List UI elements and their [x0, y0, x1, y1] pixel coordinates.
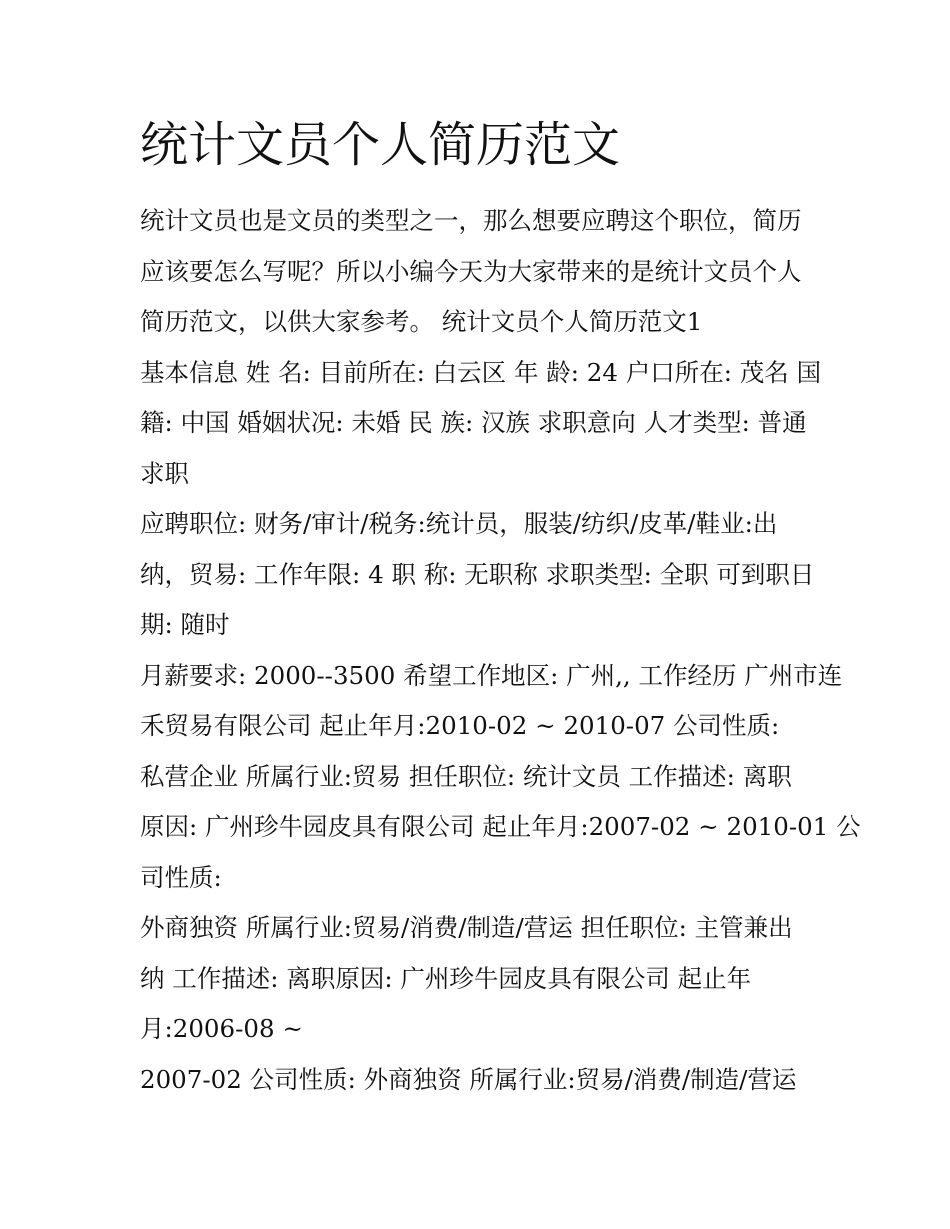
text-line: 统计文员也是文员的类型之一，那么想要应聘这个职位，简历: [140, 206, 802, 235]
body-text: [140, 196, 861, 1105]
text-line: 应聘职位: 财务/审计/税务:统计员，服装/纺织/皮革/鞋业:出: [140, 509, 778, 538]
text-line: 籍: 中国 婚姻状况: 未婚 民 族: 汉族 求职意向 人才类型: 普通: [140, 408, 807, 437]
page-title: 统计文员个人简历范文: [140, 117, 621, 173]
text-line: 私营企业 所属行业:贸易 担任职位: 统计文员 工作描述: 离职: [140, 761, 792, 791]
text-line: 外商独资 所属行业:贸易/消费/制造/营运 担任职位: 主管兼出: [140, 913, 793, 942]
text-line: 基本信息 姓 名: 目前所在: 白云区 年 龄: 24 户口所在: 茂名 国: [140, 357, 822, 387]
text-line: 应该要怎么写呢？所以小编今天为大家带来的是统计文员个人: [140, 256, 802, 286]
text-line: 2007-02 公司性质: 外商独资 所属行业:贸易/消费/制造/营运: [140, 1064, 797, 1094]
text-line: 求职: [140, 458, 189, 488]
text-line: 纳，贸易: 工作年限: 4 职 称: 无职称 求职类型: 全职 可到职日: [140, 559, 815, 589]
text-line: 原因: 广州珍牛园皮具有限公司 起止年月:2007-02 ~ 2010-01 公: [140, 812, 861, 841]
text-line: 纳 工作描述: 离职原因: 广州珍牛园皮具有限公司 起止年: [140, 963, 752, 993]
text-line: 禾贸易有限公司 起止年月:2010-02 ~ 2010-07 公司性质:: [140, 711, 780, 740]
text-line: 期: 随时: [140, 610, 230, 639]
text-line: 月:2006-08 ~: [140, 1014, 303, 1043]
text-line: 简历范文，以供大家参考。 统计文员个人简历范文1: [140, 307, 703, 336]
text-line: 司性质:: [140, 862, 222, 892]
text-line: 月薪要求: 2000--3500 希望工作地区: 广州,, 工作经历 广州市连: [140, 660, 843, 690]
